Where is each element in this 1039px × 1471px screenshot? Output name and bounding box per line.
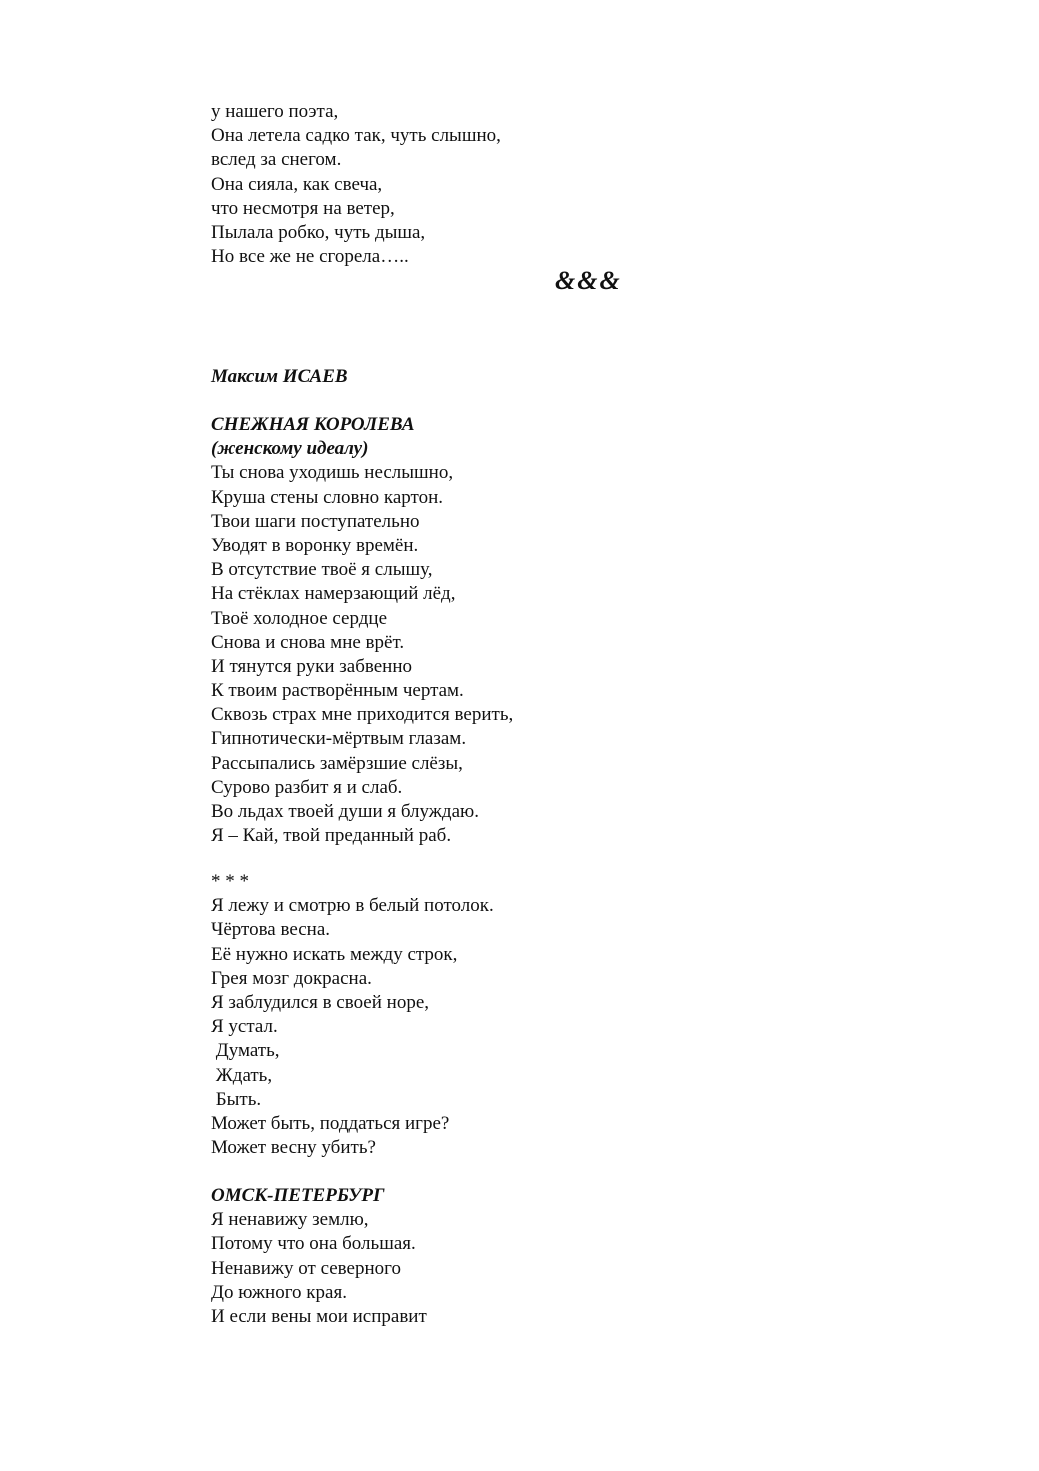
poem-line: И тянутся руки забвенно [211,655,413,677]
poem-line: Я заблудился в своей норе, [211,991,430,1013]
poem-line: Сурово разбит я и слаб. [211,776,403,798]
poem-line: Я устал. [211,1016,278,1038]
poem-line: К твоим растворённым чертам. [211,680,464,702]
poem-line: Чёртова весна. [211,919,331,941]
poem-line: вслед за снегом. [211,149,342,171]
section-ornament: &&& [555,266,622,295]
poem-line: Ты снова уходишь неслышно, [211,462,454,484]
poem-line: В отсутствие твоё я слышу, [211,559,433,581]
poem-snow-queen [211,413,513,848]
poem-line: Она сияла, как свеча, [211,173,383,195]
poem-line: На стёклах намерзающий лёд, [211,583,456,605]
poem-line: у нашего поэта, [211,101,339,122]
poem-line: Круша стены словно картон. [211,486,443,508]
poem-title: СНЕЖНАЯ КОРОЛЕВА [211,414,415,435]
poem-line: Ненавижу от северного [211,1257,401,1279]
poem-line: Может быть, поддаться игре? [211,1112,450,1134]
poem-line: Я – Кай, твой преданный раб. [211,825,452,847]
poem-title: ОМСК-ПЕТЕРБУРГ [211,1185,385,1206]
poem-line: Она летела садко так, чуть слышно, [211,125,501,147]
poem-line: Её нужно искать между строк, [211,943,458,965]
poem-line: Быть. [211,1088,262,1110]
poem-omsk-petersburg [211,1184,427,1329]
poem-title: * * * [211,871,249,892]
poem-line: Пылала робко, чуть дыша, [211,221,426,243]
poem-line: Потому что она большая. [211,1233,416,1255]
poem-line: Может весну убить? [211,1137,376,1159]
poem-untitled [211,870,494,1160]
poem-line: Ждать, [211,1064,273,1086]
poem-line: Сквозь страх мне приходится верить, [211,704,514,726]
poem-line: Твоё холодное сердце [211,607,388,629]
poem-line: Снова и снова мне врёт. [211,631,405,653]
poem-line: Уводят в воронку времён. [211,534,419,556]
poem-dedication: (женскому идеалу) [211,438,369,460]
poem-line: До южного края. [211,1281,347,1303]
poem-line: что несмотря на ветер, [211,197,395,219]
poem-line: Думать, [211,1040,280,1062]
poem-line: Во льдах твоей души я блуждаю. [211,801,479,822]
poem-line: Грея мозг докрасна. [211,967,372,989]
poem-line: Но все же не сгорела….. [211,246,409,268]
poem-line: И если вены мои исправит [211,1305,427,1327]
poem-ending [211,100,501,269]
poem-line: Рассыпались замёрзшие слёзы, [211,752,463,774]
poem-line: Твои шаги поступательно [211,510,420,532]
author-block [211,365,348,389]
poem-line: Я лежу и смотрю в белый потолок. [211,895,494,917]
author-name: Максим ИСАЕВ [211,366,348,387]
poem-line: Я ненавижу землю, [211,1209,369,1231]
poem-line: Гипнотически-мёртвым глазам. [211,728,467,750]
